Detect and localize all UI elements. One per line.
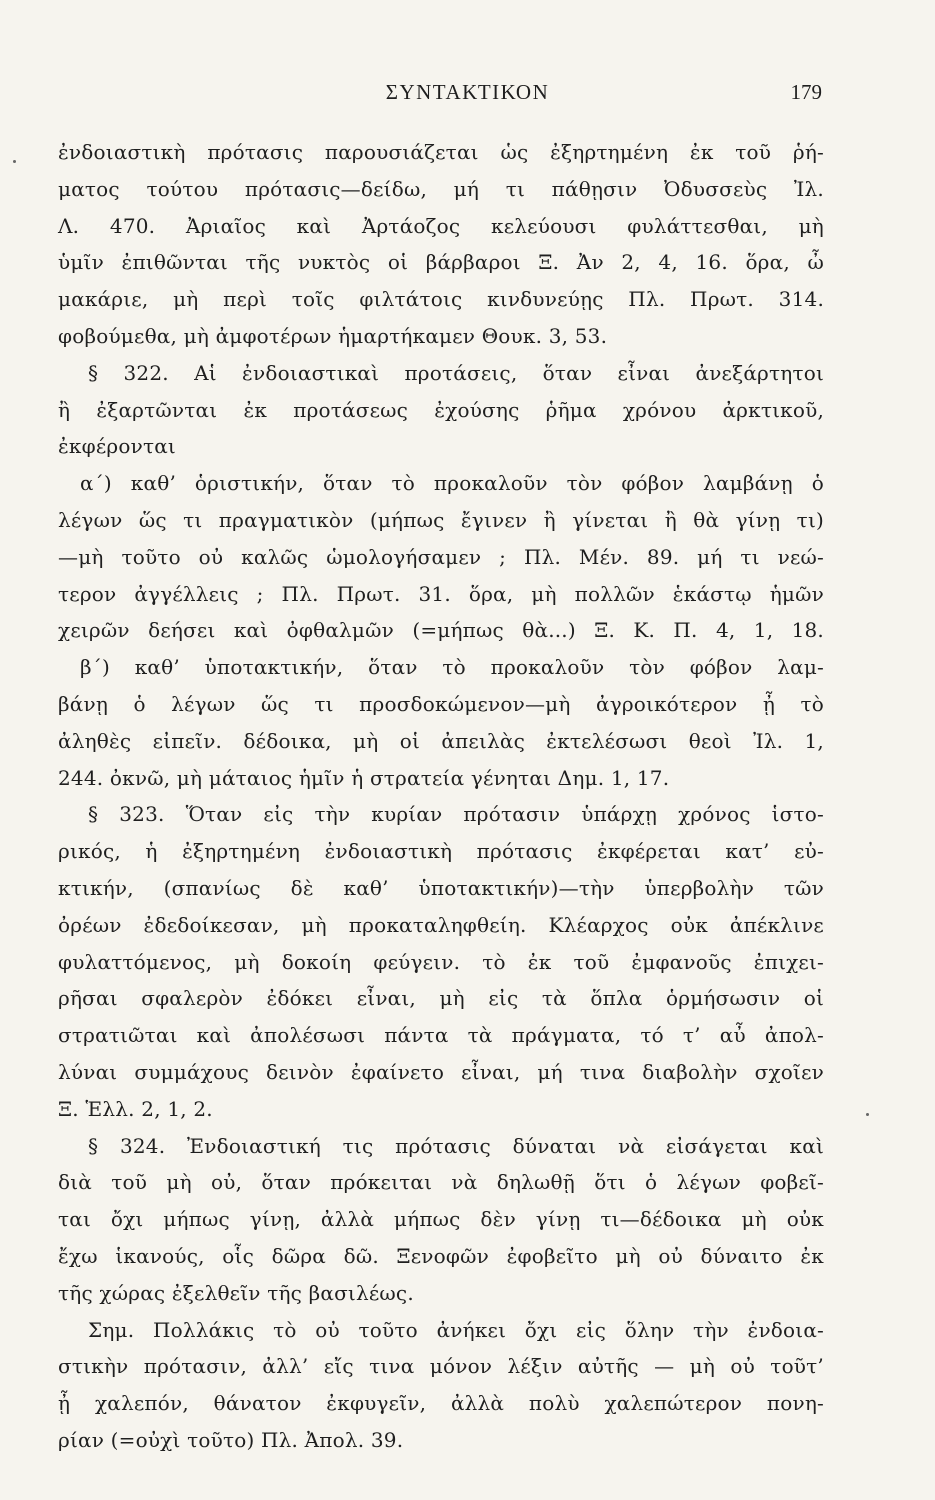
text-line: —μὴ τοῦτο οὐ καλῶς ὡμολογήσαμεν ; Πλ. Μέν. 89. μή τι νεώ- (58, 544, 824, 569)
paper-speck (866, 1113, 869, 1116)
text-line: φυλαττόμενος, μὴ δοκοίη φεύγειν. τὸ ἐκ τοῦ ἐμφανοῦς ἐπιχει- (58, 949, 824, 974)
text-line: κτικήν, (σπανίως δὲ καθ’ ὑποτακτικήν)—τὴν ὑπερβολὴν τῶν (58, 875, 824, 900)
text-line: Ξ. Ἑλλ. 2, 1, 2. (58, 1096, 213, 1121)
text-line: λέγων ὥς τι πραγματικὸν (μήπως ἔγινεν ἢ γίνεται ἢ θὰ γίνῃ τι) (58, 507, 824, 532)
text-line: ρικός, ἡ ἐξηρτημένη ἐνδοιαστικὴ πρότασις ἐκφέρεται κατ’ εὐ- (58, 839, 824, 864)
text-line: 244. ὀκνῶ, μὴ μάταιος ἡμῖν ἡ στρατεία γένηται Δημ. 1, 17. (58, 765, 670, 790)
text-line: ἐνδοιαστικὴ πρότασις παρουσιάζεται ὡς ἐξηρτημένη ἐκ τοῦ ῥή- (58, 140, 824, 164)
text-line: χειρῶν δεήσει καὶ ὀφθαλμῶν (=μήπως θὰ...) Ξ. Κ. Π. 4, 1, 18. (58, 618, 824, 643)
section-heading-line: § 323. Ὅταν εἰς τὴν κυρίαν πρότασιν ὑπάρχῃ χρόνος ἱστο- (88, 802, 824, 827)
text-line: Λ. 470. Ἀριαῖος καὶ Ἀρτάοζος κελεύουσι φυλάττεσθαι, μὴ (58, 213, 824, 238)
text-line: στικὴν πρότασιν, ἀλλ’ εἴς τινα μόνον λέξιν αὐτῆς — μὴ οὐ τοῦτ’ (58, 1354, 824, 1379)
text-line: λύναι συμμάχους δεινὸν ἐφαίνετο εἶναι, μή τινα διαβολὴν σχοῖεν (58, 1059, 824, 1084)
note-line: Σημ. Πολλάκις τὸ οὐ τοῦτο ἀνήκει ὄχι εἰς ὅλην τὴν ἐνδοια- (88, 1317, 824, 1342)
text-line: διὰ τοῦ μὴ οὐ, ὅταν πρόκειται νὰ δηλωθῇ ὅτι ὁ λέγων φοβεῖ- (58, 1170, 824, 1195)
text-line: ματος τούτου πρότασις—δείδω, μή τι πάθῃσιν Ὀδυσσεὺς Ἰλ. (58, 176, 824, 201)
section-heading-line: § 324. Ἐνδοιαστική τις πρότασις δύναται νὰ εἰσάγεται καὶ (88, 1133, 824, 1158)
text-line: ται ὄχι μήπως γίνῃ, ἀλλὰ μήπως δὲν γίνῃ τι—δέδοικα μὴ οὐκ (58, 1207, 824, 1232)
text-line: ἔχω ἱκανούς, οἷς δῶρα δῶ. Ξενοφῶν ἐφοβεῖτο μὴ οὐ δύναιτο ἐκ (58, 1243, 824, 1268)
paper-speck (13, 160, 16, 163)
text-line: ὑμῖν ἐπιθῶνται τῆς νυκτὸς οἱ βάρβαροι Ξ. Ἀν 2, 4, 16. ὅρα, ὦ (58, 250, 824, 275)
text-line: τερον ἀγγέλλεις ; Πλ. Πρωτ. 31. ὅρα, μὴ πολλῶν ἑκάστῳ ἡμῶν (58, 581, 824, 606)
section-heading-line: § 322. Αἱ ἐνδοιαστικαὶ προτάσεις, ὅταν εἶναι ἀνεξάρτητοι (88, 360, 824, 385)
text-line: μακάριε, μὴ περὶ τοῖς φιλτάτοις κινδυνεύῃς Πλ. Πρωτ. 314. (58, 287, 824, 312)
running-header (0, 80, 935, 110)
text-line: ἢ ἐξαρτῶνται ἐκ προτάσεως ἐχούσης ῥῆμα χρόνου ἀρκτικοῦ, (58, 397, 824, 422)
text-line: ἀληθὲς εἰπεῖν. δέδοικα, μὴ οἱ ἀπειλὰς ἐκτελέσωσι θεοὶ Ἰλ. 1, (58, 728, 824, 753)
text-line: φοβούμεθα, μὴ ἀμφοτέρων ἡμαρτήκαμεν Θουκ. 3, 53. (58, 323, 608, 348)
text-line: β΄) καθ’ ὑποτακτικήν, ὅταν τὸ προκαλοῦν τὸν φόβον λαμ- (80, 655, 824, 680)
text-line: α΄) καθ’ ὁριστικήν, ὅταν τὸ προκαλοῦν τὸν φόβον λαμβάνῃ ὁ (80, 471, 824, 496)
text-line: ρῆσαι σφαλερὸν ἐδόκει εἶναι, μὴ εἰς τὰ ὅπλα ὁρμήσωσιν οἱ (58, 986, 824, 1011)
text-line: στρατιῶται καὶ ἀπολέσωσι πάντα τὰ πράγματα, τό τ’ αὖ ἀπολ- (58, 1023, 824, 1048)
text-line: τῆς χώρας ἐξελθεῖν τῆς βασιλέως. (58, 1280, 414, 1305)
text-line: βάνῃ ὁ λέγων ὥς τι προσδοκώμενον—μὴ ἀγροικότερον ᾖ τὸ (58, 691, 824, 716)
text-line: ἐκφέρονται (58, 434, 176, 459)
text-line: ᾖ χαλεπόν, θάνατον ἐκφυγεῖν, ἀλλὰ πολὺ χαλεπώτερον πονη- (58, 1391, 824, 1416)
text-line: ρίαν (=οὐχὶ τοῦτο) Πλ. Ἀπολ. 39. (58, 1427, 404, 1452)
page-number: 179 (790, 80, 822, 104)
body-text (58, 134, 824, 1459)
text-line: ὀρέων ἐδεδοίκεσαν, μὴ προκαταληφθείη. Κλέαρχος οὐκ ἀπέκλινε (58, 912, 824, 937)
page-title: ΣΥΝΤΑΚΤΙΚΟΝ (385, 80, 550, 104)
